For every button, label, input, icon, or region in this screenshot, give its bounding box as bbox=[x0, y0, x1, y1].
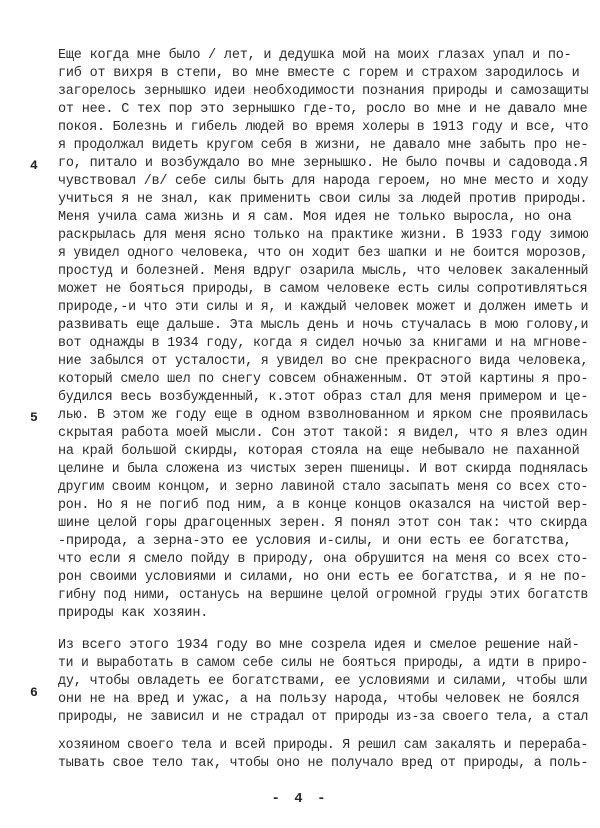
text-line: раскрылась для меня ясно только на практике жизни. В 1933 году зимою bbox=[58, 228, 589, 243]
text-line: загорелось зернышко идеи необходимости познания природы и самозащиты bbox=[58, 84, 589, 99]
text-line: целине и была сложена из чистых зерен пшеницы. И вот скирда поднялась bbox=[58, 462, 589, 477]
text-line: Меня учила сама жизнь и я сам. Моя идея не только выросла, но она bbox=[58, 210, 572, 225]
text-line: чувствовал /в/ себе силы быть для народа героем, но мне место и ходу bbox=[58, 174, 589, 189]
text-line: от нее. С тех пор это зернышко где-то, росло во мне и не давало мне bbox=[58, 102, 588, 117]
text-line: рон. Но я не погиб под ним, а в конце концов оказался на чистой вер- bbox=[58, 498, 589, 513]
text-line: который смело шел по снегу совсем обнаженным. От этой картины я про- bbox=[58, 372, 589, 387]
text-line: они не на вред и ужас, а на пользу народа, чтобы человек не боялся bbox=[58, 692, 580, 707]
margin-number-4: 4 bbox=[30, 158, 38, 173]
text-line: ду, чтобы овладеть ее богатствами, ее условиями и силами, чтобы шли bbox=[58, 674, 588, 689]
text-line: го, питало и возбуждало во мне зернышко. Не было почвы и садовода.Я bbox=[58, 156, 588, 171]
text-line: может не бояться природы, в самом человеке есть силы сопротивляться bbox=[58, 282, 588, 297]
text-line: Из всего этого 1934 году во мне созрела идея и смелое решение най- bbox=[58, 638, 580, 653]
text-line: скрытая работа моей мысли. Сон этот такой: я видел, что я влез один bbox=[58, 426, 588, 441]
text-line: Еще когда мне было / лет, и дедушка мой на моих глазах упал и по- bbox=[58, 48, 572, 63]
text-line: гиб от вихря в степи, во мне вместе с горем и страхом зародилось и bbox=[58, 66, 580, 81]
text-line: что если я смело пойду в природу, она обрушится на меня со всех сто- bbox=[58, 552, 589, 567]
margin-number-6: 6 bbox=[30, 685, 38, 700]
text-line: лью. В этом же году еще в одном взволнованном и ярком сне проявилась bbox=[58, 408, 589, 423]
text-line: я продолжал видеть кругом себя в жизни, не давало мне забыть про не- bbox=[58, 138, 589, 153]
margin-number-5: 5 bbox=[30, 410, 38, 425]
text-line: -природа, а зерна-это ее условия и-силы, и они есть ее богатства, bbox=[58, 534, 572, 549]
text-line: рон своими условиями и силами, но они есть ее богатства, и я не по- bbox=[58, 570, 588, 585]
text-line: природы, не зависил и не страдал от природы из-за своего тела, а стал bbox=[58, 710, 589, 725]
text-line: учиться я не знал, как применить свои силы за людей против природы. bbox=[58, 192, 588, 207]
text-line: шине целой горы драгоценных зерен. Я понял этот сон так: что скирда bbox=[58, 516, 588, 531]
text-line: гибну под ними, останусь на вершине целой огромной груды этих богатств bbox=[58, 588, 589, 603]
text-line: развивать еще дальше. Эта мысль день и ночь стучалась в мою голову,и bbox=[58, 318, 589, 333]
text-line: вот однажды в 1934 году, когда я сидел ночью за книгами и на мгнове- bbox=[58, 336, 589, 351]
text-line: другим своим концом, и зерно лавиной стало засыпать меня со всех сто- bbox=[58, 480, 589, 495]
page-number: - 4 - bbox=[271, 791, 329, 807]
text-line: природе,-и что эти силы и я, и каждый человек может и должен иметь и bbox=[58, 300, 589, 315]
text-line: тывать свое тело так, чтобы оно не получало вред от природы, а поль- bbox=[58, 756, 589, 771]
text-line: я увидел одного человека, что он ходит без шапки и не боится морозов, bbox=[58, 246, 589, 261]
text-line: хозяином своего тела и всей природы. Я решил сам закалять и перераба- bbox=[58, 738, 589, 753]
text-line: покоя. Болезнь и гибель людей во время холеры в 1913 году и все, что bbox=[58, 120, 589, 135]
text-line: на край большой скирды, которая стояла на еще небывало не паханной bbox=[58, 444, 580, 459]
text-line: природы как хозяин. bbox=[58, 606, 209, 621]
text-line: ние забылся от усталости, я увидел во сне прекрасного вида человека, bbox=[58, 354, 589, 369]
text-line: будился весь возбужденный, к.этот образ стал для меня примером и це- bbox=[58, 390, 589, 405]
text-line: ти и выработать в самом себе силы не бояться природы, а идти в приро- bbox=[58, 656, 589, 671]
text-line: простуд и болезней. Меня вдруг озарила мысль, что человек закаленный bbox=[58, 264, 589, 279]
